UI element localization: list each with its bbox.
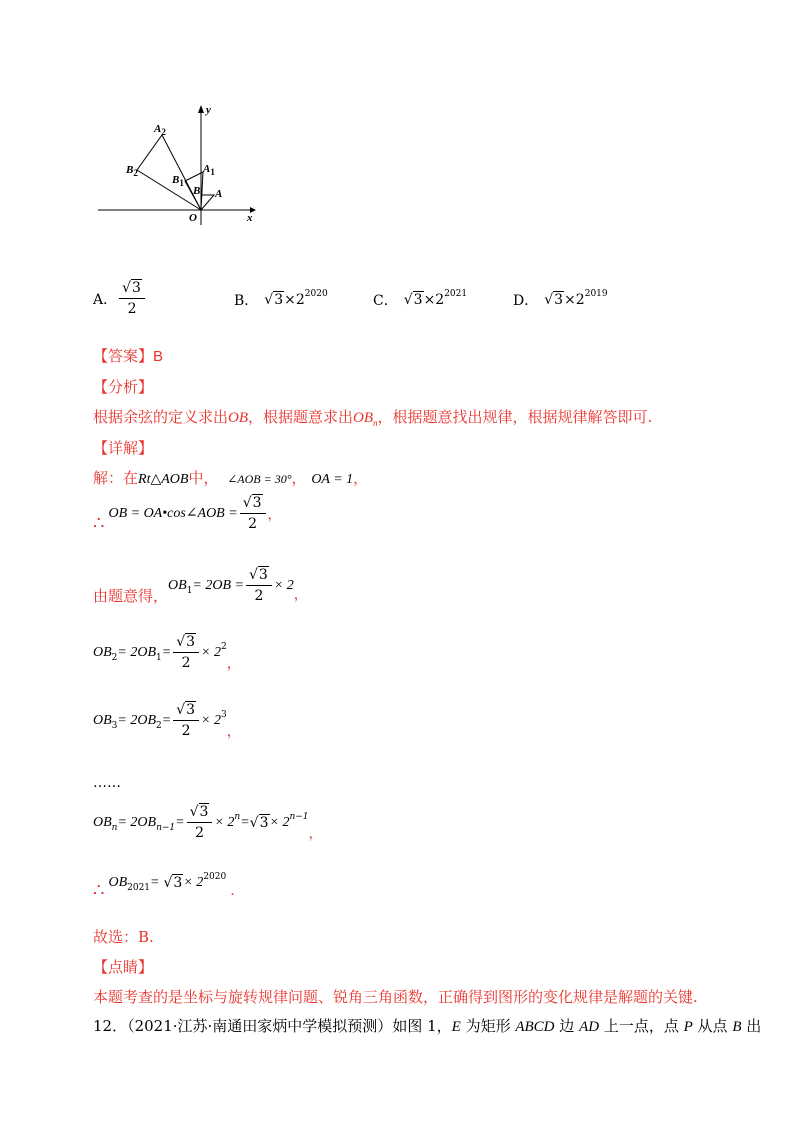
label-a2: $A_2$: [154, 123, 166, 138]
answer-value: B: [153, 348, 164, 365]
detail-line-4: OB $_2$ = 2OB $_1$ = $\frac{√3}{2}$ × 2 $^2$ ，: [93, 634, 241, 672]
label-origin: O: [189, 212, 197, 224]
label-x: x: [247, 212, 253, 224]
answer-tag: 【答案】: [93, 347, 154, 365]
question-source: （2021·江苏·南通田家炳中学模拟预测）: [127, 1017, 393, 1035]
option-c: C． √3 ×2 $^{2021}$: [373, 289, 468, 309]
detail-tag: 【详解】: [93, 439, 154, 457]
option-b: B． √3 ×2 $^{2020}$: [234, 289, 328, 309]
detail-line-6: OB $_n$ = 2OB $_{n-1}$ = $\frac{√3}{2}$ × 2 $^n$ = √3 × 2 $^{n-1}$ ，: [93, 804, 323, 842]
answer-line: [93, 345, 163, 366]
detail-choose: 故选：B.: [93, 928, 154, 946]
label-a1: $A_1$: [203, 163, 215, 178]
option-a: [93, 278, 147, 319]
label-b1: $B_1$: [172, 174, 184, 189]
question-12: 12．（2021·江苏·南通田家炳中学模拟预测）如图 1，E 为矩形 ABCD 边 AD 上一点，点 P 从点 B 出: [93, 1017, 762, 1035]
label-y: y: [206, 104, 211, 116]
option-d: D． √3 ×2 $^{2019}$: [513, 289, 608, 309]
detail-line-7: ∴ OB $_{2021}$ = √3 × 2 $^{2020}$ .: [93, 871, 235, 901]
option-a-fraction: $\frac{√3}{2}$: [119, 278, 145, 319]
comment-tag: 【点睛】: [93, 958, 154, 976]
option-a-label: A．: [93, 291, 118, 308]
label-b: B: [193, 185, 201, 197]
label-a: A: [215, 188, 223, 200]
triangle-a2ob2: [137, 135, 201, 210]
triangle-aob: [201, 195, 214, 210]
detail-line-1: 解：在Rt△AOB中， ∠AOB = 30°， OA = 1，: [93, 469, 369, 487]
question-number: 12．: [93, 1017, 128, 1035]
detail-line-5: OB $_3$ = 2OB $_2$ = $\frac{√3}{2}$ × 2 $^3$ ，: [93, 702, 241, 740]
y-axis-arrow: [198, 105, 204, 113]
detail-line-2: ∴ OB = OA•cos∠AOB = $\frac{√3}{2}$ ，: [93, 495, 282, 534]
detail-line-3: 由题意得， OB $_1$ = 2OB = $\frac{√3}{2}$ × 2 ，: [93, 567, 308, 605]
comment-text: 本题考查的是坐标与旋转规律问题、锐角三角函数，正确得到图形的变化规律是解题的关键.: [93, 988, 698, 1006]
analysis-tag: 【分析】: [93, 378, 154, 396]
label-b2: $B_2$: [126, 164, 138, 179]
detail-ellipsis: ……: [93, 775, 121, 791]
rotation-figure: [90, 95, 270, 235]
analysis-text: 根据余弦的定义求出OB，根据题意求出$OB_n$，根据题意找出规律，根据规律解答即可.: [93, 408, 653, 428]
